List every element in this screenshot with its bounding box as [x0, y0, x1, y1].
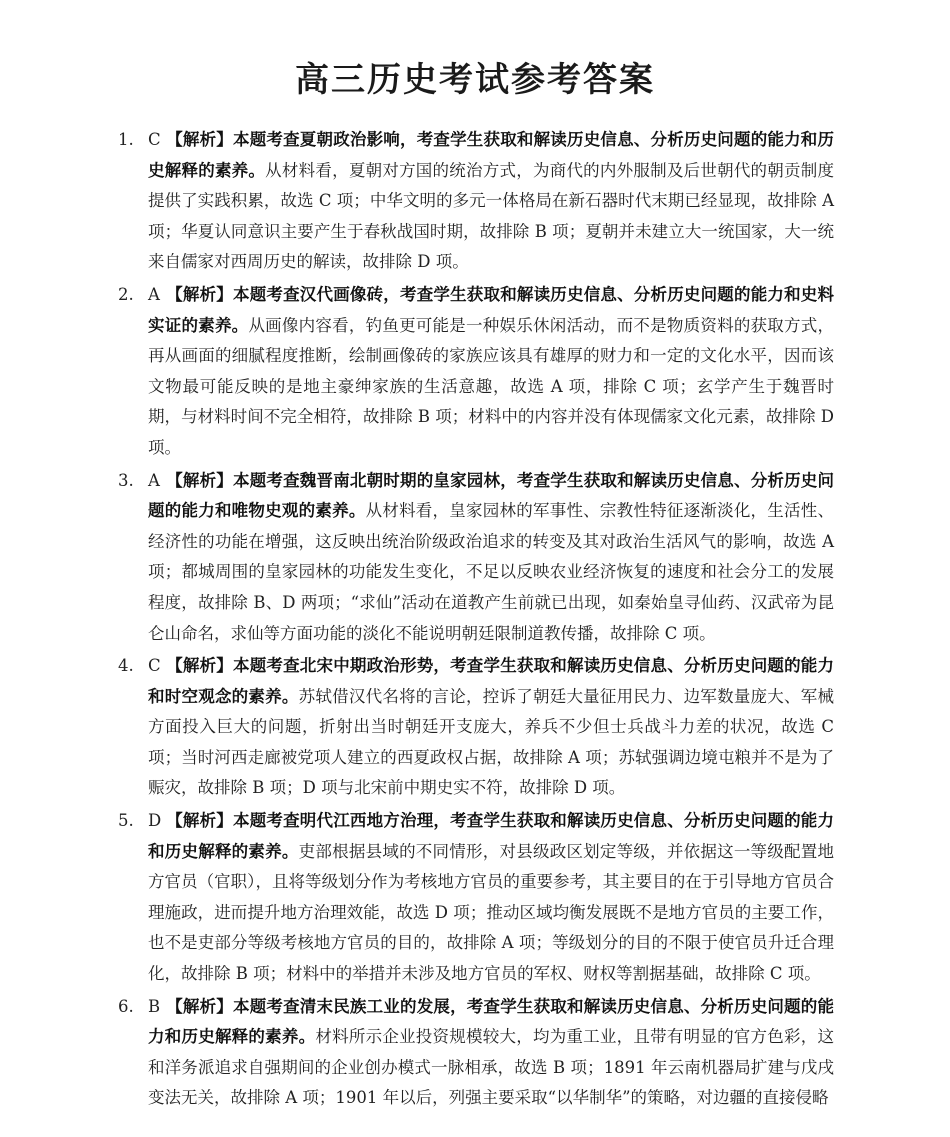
item-answer: C [148, 130, 161, 149]
item-analysis-lead: 【解析】本题考查汉代画像砖，考查学生获取和解读历史信息、分析历史问题的能力和史料实证的素养。 [148, 284, 834, 335]
item-number: 4. [118, 656, 134, 676]
answer-item-1 [118, 125, 834, 278]
item-analysis-lead: 【解析】本题考查北宋中期政治形势，考查学生获取和解读历史信息、分析历史问题的能力和时空观念的素养。 [148, 656, 834, 706]
answer-item-2 [118, 280, 834, 464]
item-analysis-body: 从材料看，皇家园林的军事性、宗教性特征逐渐淡化，生活性、经济性的功能在增强，这反映出统治阶级政治追求的转变及其对政治生活风气的影响，故选 A 项；都城周围的皇家园林的功能发生变化，不足以反映农业经济恢复的速度和社会分工的发展程度，故排除 B、D 两项；“求仙”活动在道教产生前就已出现，如秦始皇寻仙药、汉武帝为昆仑山命名，求仙等方面功能的淡化不能说明朝廷限制道教传播，故排除 C 项。 [148, 501, 835, 643]
item-text [148, 651, 834, 804]
item-analysis-lead: 【解析】本题考查魏晋南北朝时期的皇家园林，考查学生获取和解读历史信息、分析历史问题的能力和唯物史观的素养。 [148, 470, 834, 521]
item-text [148, 125, 834, 278]
item-number: 1. [118, 130, 134, 149]
item-number: 5. [118, 811, 134, 831]
item-analysis-body: 吏部根据县域的不同情形，对县级政区划定等级，并依据这一等级配置地方官员（官职），且将等级划分作为考核地方官员的重要参考，其主要目的在于引导地方官员合理施政，进而提升地方治理效能，故选 D 项；推动区域均衡发展既不是地方官员的主要工作，也不是吏部分等级考核地方官员的目的，故排除 A 项；等级划分的目的不限于使官员升迁合理化，故排除 B 项；材料中的举措并未涉及地方官员的军权、财权等割据基础，故排除 C 项。 [148, 841, 835, 984]
item-analysis-body: 材料所示企业投资规模较大，均为重工业，且带有明显的官方色彩，这和洋务派追求自强期间的企业创办模式一脉相承，故选 B 项；1891 年云南机器局扩建与戊戌变法无关，故排除 A 项；1901 年以后，列强主要采取“以华制华”的策略，对边疆的直接侵略 [148, 1027, 835, 1108]
item-answer: D [148, 811, 162, 831]
answer-item-3 [118, 466, 834, 650]
item-analysis-body: 从画像内容看，钓鱼更可能是一种娱乐休闲活动，而不是物质资料的获取方式，再从画面的细腻程度推断，绘制画像砖的家族应该具有雄厚的财力和一定的文化水平，因而该文物最可能反映的是地主豪绅家族的生活意趣，故选 A 项，排除 C 项；玄学产生于魏晋时期，与材料时间不完全相符，故排除 B 项；材料中的内容并没有体现儒家文化元素，故排除 D 项。 [148, 315, 835, 457]
item-analysis-lead: 【解析】本题考查清末民族工业的发展，考查学生获取和解读历史信息、分析历史问题的能力和历史解释的素养。 [148, 996, 834, 1047]
item-text [148, 280, 834, 464]
item-analysis-body: 从材料看，夏朝对方国的统治方式，为商代的内外服制及后世朝代的朝贡制度提供了实践积累，故选 C 项；中华文明的多元一体格局在新石器时代末期已经显现，故排除 A 项；华夏认同意识主要产生于春秋战国时期，故排除 B 项；夏朝并未建立大一统国家，大一统来自儒家对西周历史的解读，故排除 D 项。 [148, 160, 835, 272]
answer-item-5 [118, 806, 834, 990]
page-title: 高三历史考试参考答案 [295, 60, 655, 100]
item-number: 2. [118, 284, 134, 304]
answer-item-4 [118, 651, 834, 804]
item-text [148, 992, 834, 1114]
item-answer: C [148, 656, 161, 676]
item-analysis-lead: 【解析】本题考查明代江西地方治理，考查学生获取和解读历史信息、分析历史问题的能力和历史解释的素养。 [148, 811, 834, 861]
answer-item-6 [118, 992, 834, 1114]
item-number: 6. [118, 996, 134, 1016]
item-answer: B [148, 996, 161, 1016]
answer-list [118, 125, 834, 1116]
item-analysis-lead: 【解析】本题考查夏朝政治影响，考查学生获取和解读历史信息、分析历史问题的能力和历史解释的素养。 [148, 130, 834, 180]
item-analysis-body: 苏轼借汉代名将的言论，控诉了朝廷大量征用民力、边军数量庞大、军械方面投入巨大的问题，折射出当时朝廷开支庞大，养兵不少但士兵战斗力差的状况，故选 C 项；当时河西走廊被党项人建立的西夏政权占据，故排除 A 项；苏轼强调边境屯粮并不是为了赈灾，故排除 B 项；D 项与北宋前中期史实不符，故排除 D 项。 [148, 686, 835, 798]
item-answer: A [148, 470, 160, 490]
item-number: 3. [118, 470, 134, 490]
item-answer: A [148, 284, 160, 304]
item-text [148, 466, 834, 650]
item-text [148, 806, 834, 990]
